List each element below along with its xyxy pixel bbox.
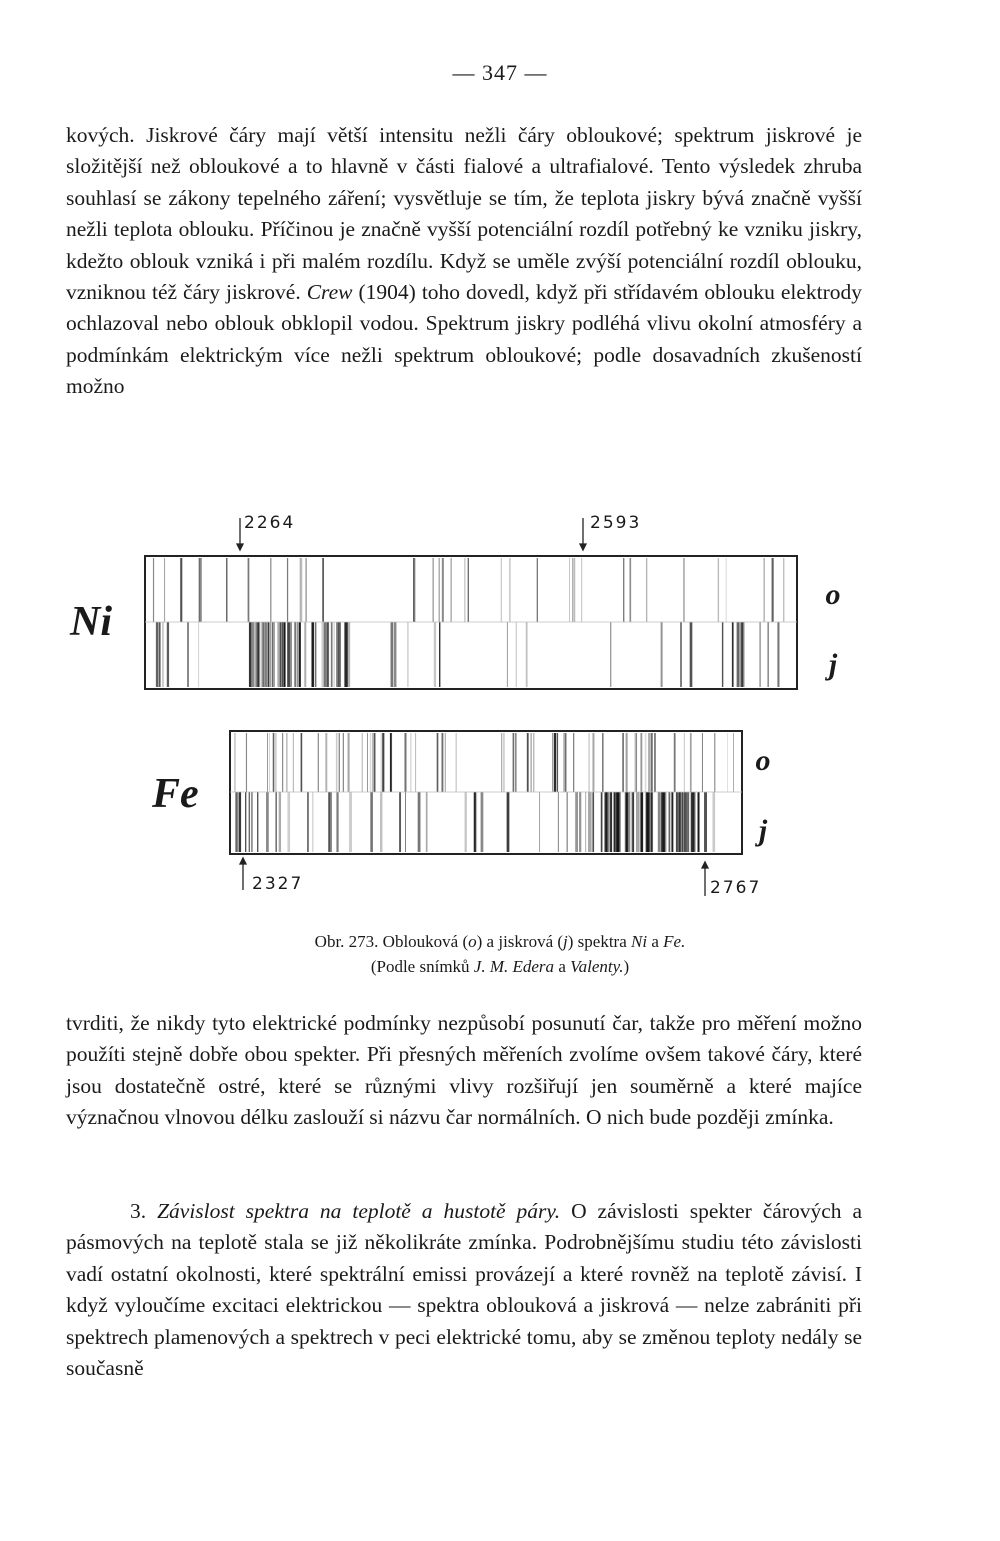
caption-text: ) a jiskrová ( [476, 932, 564, 951]
para1-text2: (1904) toho dovedl, když při střídavém oblouku elektrody ochlazoval nebo oblouk obklopil vodou. Spektrum jiskry podléhá vlivu okolní atmosféry a podmínkám elektrickým více nežli spektrum obloukové; podle dosavadních zkušeností možno [66, 280, 863, 399]
figure-caption-line2 [0, 955, 1000, 979]
ni-label: Ni [70, 599, 112, 645]
paragraph-measurement: tvrditi, že nikdy tyto elektrické podmínky nezpůsobí posunutí čar, takže pro měření možno použíti stejně dobře obou spekter. Při přesných měřeních zvolíme ovšem takové čáry, které jsou dostatečně ostré, které se různými vlivy rozšiřují jen souměrně a které majíce význačnou vlnovou délku zaslouží si názvu čar normálních. O nich bude později zmínka. [66, 1011, 862, 1130]
caption-text: Obr. 273. Oblouková ( [314, 932, 469, 951]
caption-o: o [468, 932, 477, 951]
wavelength-ni-right: 2593 [590, 513, 642, 533]
fe-spark-label: j [758, 814, 768, 847]
caption-ni: Ni [631, 932, 648, 951]
wavelength-fe-right: 2767 [710, 878, 762, 898]
paragraph-intro [66, 120, 862, 403]
wavelength-ni-left: 2264 [244, 513, 296, 533]
figure-caption-line1 [0, 930, 1000, 954]
wavelength-fe-left: 2327 [252, 874, 304, 894]
caption-fe: Fe. [663, 932, 686, 951]
caption-authors: J. M. Edera [473, 957, 555, 976]
ni-spectrum-frame [145, 556, 797, 689]
author-crew: Crew [306, 280, 353, 305]
fe-label: Fe [152, 771, 199, 817]
paragraph-section-3 [66, 1196, 862, 1384]
spectra-figure [60, 500, 880, 920]
ni-spark-label: j [828, 648, 838, 681]
fe-spectrum-lines [235, 733, 734, 852]
caption-text: (Podle snímků [370, 957, 474, 976]
spectra-illustration [60, 500, 880, 920]
caption-text: a [554, 957, 571, 976]
page-number: — 347 — [452, 60, 548, 85]
section-title: Závislost spektra na teplotě a hustotě páry. [157, 1199, 561, 1223]
para1-text: kových. Jiskrové čáry mají větší intensitu nežli čáry obloukové; spektrum jiskrové je složitější než obloukové a to hlavně v části fialové a ultrafialové. Tento výsledek zhruba souhlasí se zákony tepelného záření; vysvětluje se tím, že teplota jiskry bývá značně vyšší nežli teplota oblouku. Příčinou je značně vyšší potenciální rozdíl potřebný ke vzniku jiskry, kdežto oblouk vzniká i při malém rozdílu. Když se uměle zvýší potenciální rozdíl oblouku, vzniknou též čáry jiskrové. [66, 123, 862, 305]
fe-arc-label: o [755, 744, 771, 777]
caption-j: j [563, 932, 568, 951]
section-number: 3. [130, 1199, 147, 1223]
ni-spectrum-lines [154, 558, 784, 687]
caption-valenta: Valenty. [570, 957, 624, 976]
caption-text: ) [623, 957, 630, 976]
ni-arc-label: o [825, 578, 841, 611]
caption-text: a [647, 932, 664, 951]
caption-text: ) spektra [567, 932, 632, 951]
section-text: O závislosti spekter čárových a pásmových na teplotě stala se již několikráte zmínka. Podrobnějšímu studiu této závislosti vadí ostatní okolnosti, které spektrální emissi provázejí a které rovněž na teplotě závisí. I když vyloučíme excitaci elektrickou — spektra oblouková a jiskrová — nelze zabrániti při spektrech plamenových a spektrech v peci elektrické tomu, aby se změnou teploty nedály se současně [66, 1199, 863, 1381]
